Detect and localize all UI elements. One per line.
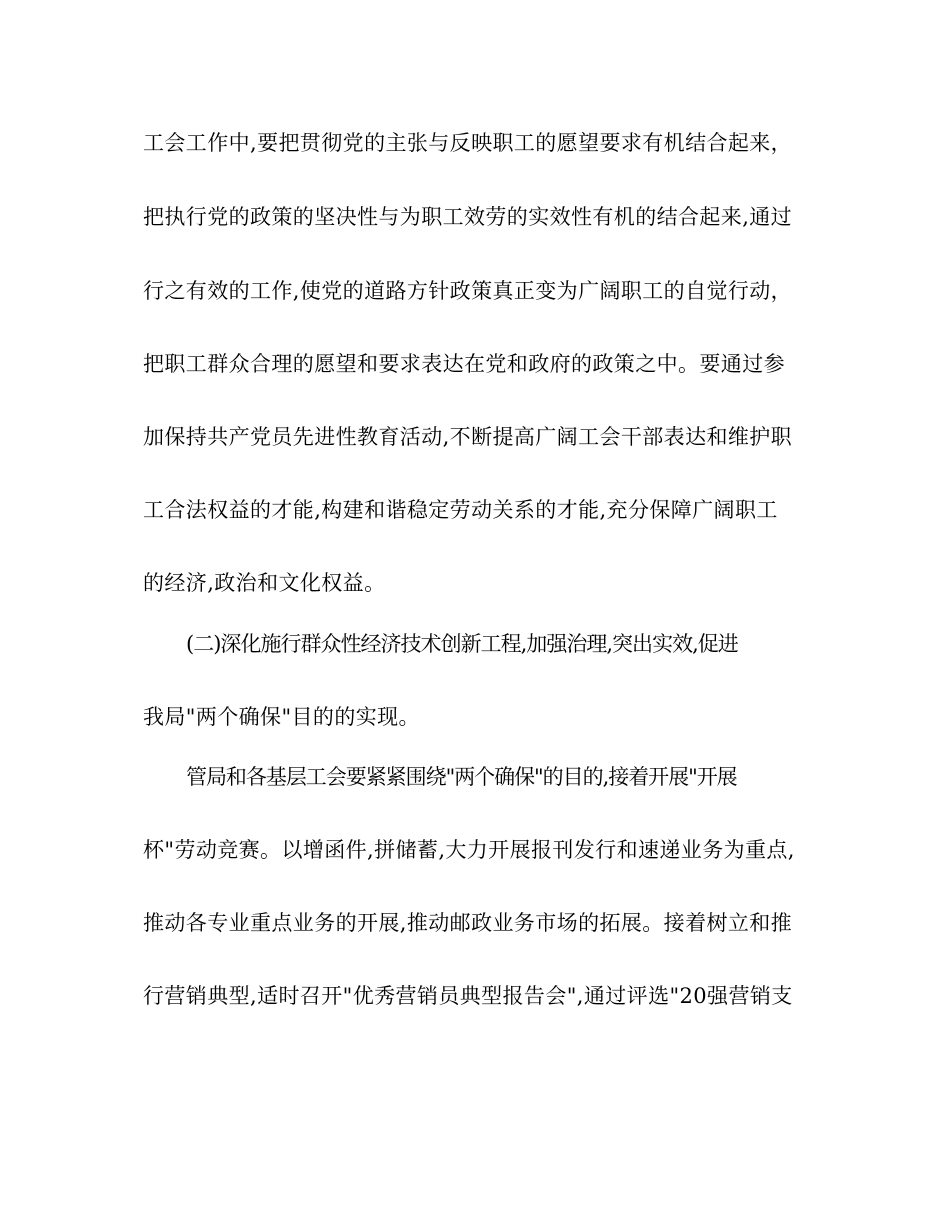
body-text-line-2: 把执行党的政策的坚决性与为职工效劳的实效性有机的结合起来,通过 [143, 205, 793, 229]
body-text-line-8: 管局和各基层工会要紧紧围绕"两个确保"的目的,接着开展"开展 [186, 765, 737, 789]
body-text-line-1: 工会工作中,要把贯彻党的主张与反映职工的愿望要求有机结合起来， [143, 131, 793, 155]
body-text-line-6: 工合法权益的才能,构建和谐稳定劳动关系的才能,充分保障广阔职工 [143, 498, 778, 522]
body-text-line-10: 推动各专业重点业务的开展,推动邮政业务市场的拓展。接着树立和推 [143, 911, 793, 935]
body-text-line-5: 加保持共产党员先进性教育活动,不断提高广阔工会干部表达和维护职 [143, 425, 793, 449]
body-text-line-11: 行营销典型,适时召开"优秀营销员典型报告会",通过评选"20强营销支 [143, 984, 793, 1008]
body-text-line-7: 的经济,政治和文化权益。 [143, 571, 386, 595]
body-text-line-3: 行之有效的工作,使党的道路方针政策真正变为广阔职工的自觉行动， [143, 279, 793, 303]
body-text-line-4: 把职工群众合理的愿望和要求表达在党和政府的政策之中。要通过参 [143, 352, 785, 376]
section-heading-line-2: 我局"两个确保"目的的实现。 [143, 705, 420, 729]
section-heading-line-1: (二)深化施行群众性经济技术创新工程,加强治理,突出实效,促进 [186, 632, 738, 656]
body-text-line-9: 杯"劳动竞赛。以增函件,拼储蓄,大力开展报刊发行和速递业务为重点, [143, 838, 795, 862]
